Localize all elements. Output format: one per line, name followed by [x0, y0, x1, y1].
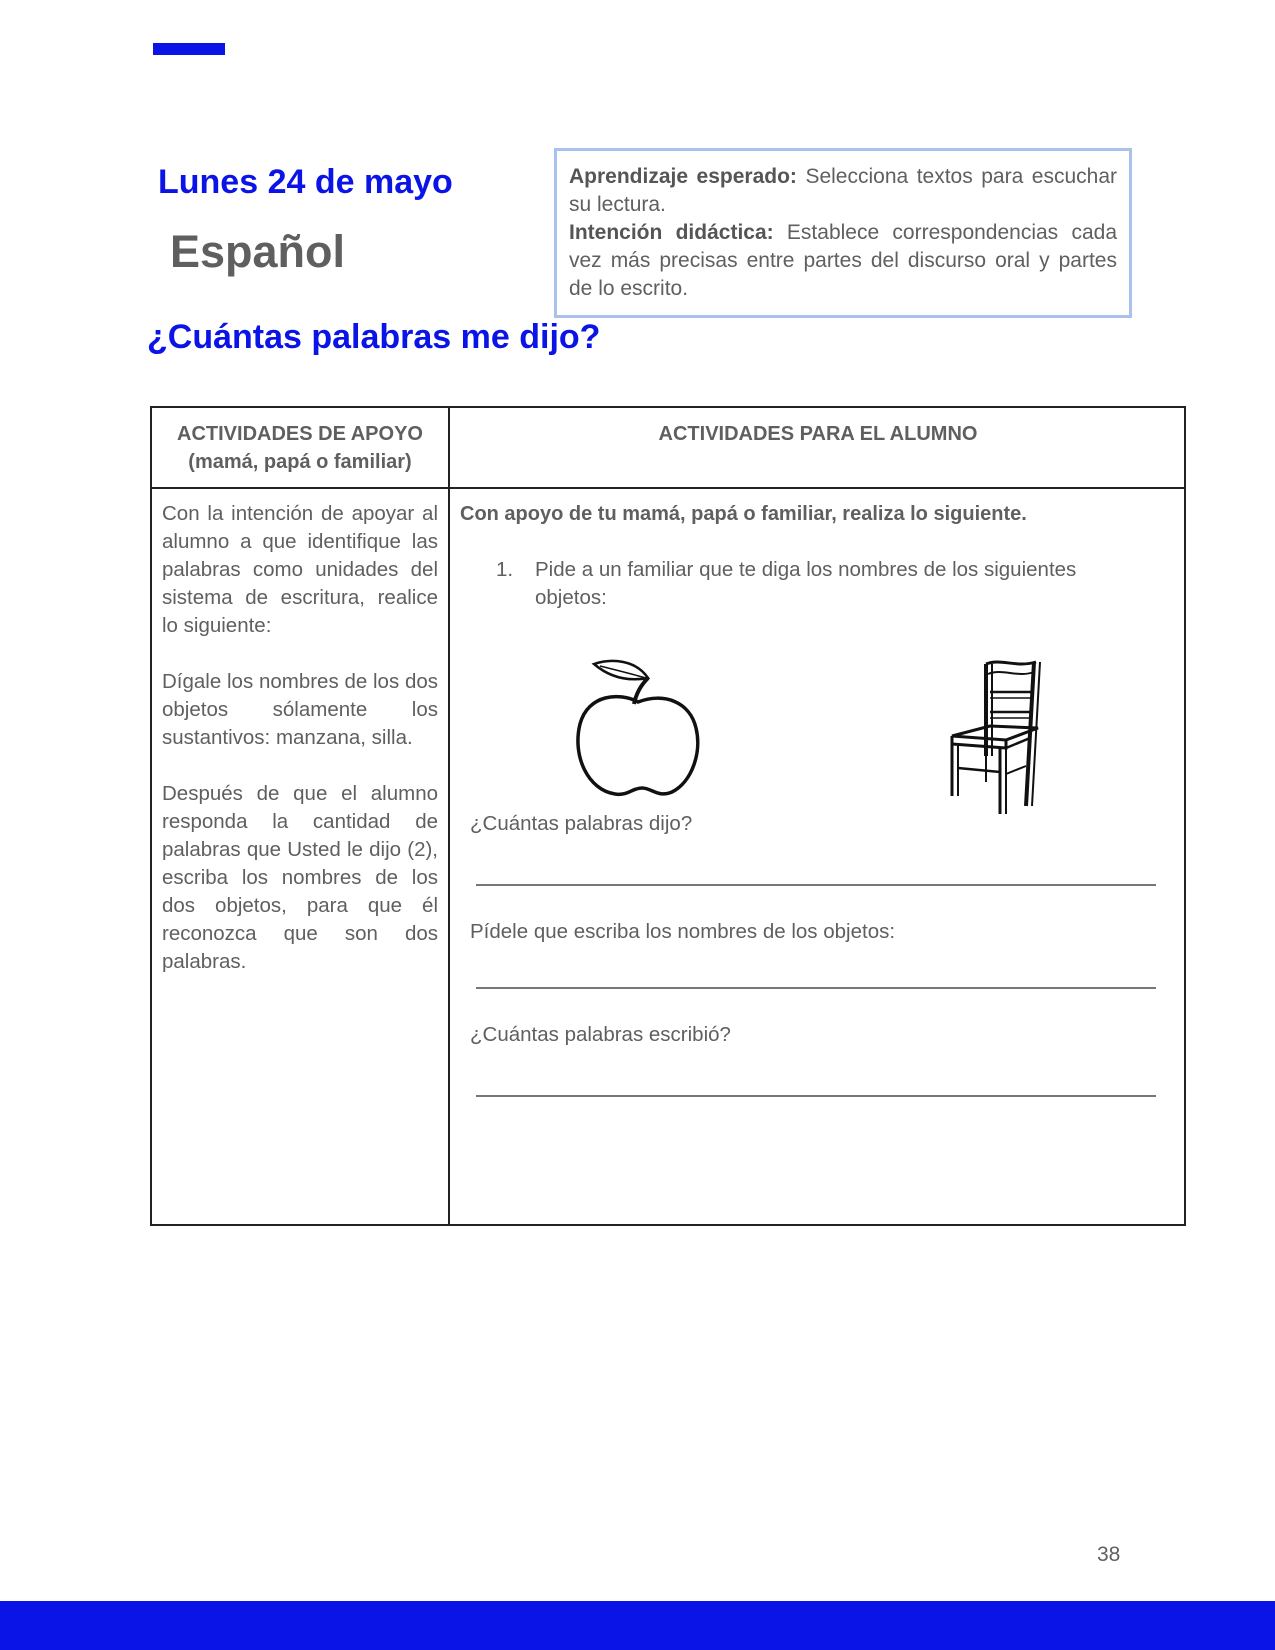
support-paragraph: Con la intención de apoyar al alumno a que identifique las palabras como unidades del sistema de escritura, realice lo siguiente: [162, 502, 438, 637]
activities-table [150, 406, 1186, 1226]
lesson-title: ¿Cuántas palabras me dijo? [147, 318, 601, 356]
apple-icon [560, 652, 710, 802]
student-activities-header: ACTIVIDADES PARA EL ALUMNO [658, 423, 978, 445]
top-accent-bar [153, 43, 225, 55]
step-text: Pide a un familiar que te diga los nombres de los siguientes objetos: [535, 558, 1077, 609]
learning-info-box [554, 148, 1132, 318]
bottom-accent-bar [0, 1601, 1275, 1650]
student-instruction: Con apoyo de tu mamá, papá o familiar, realiza lo siguiente. [460, 503, 1027, 525]
learning-paragraph [569, 163, 1117, 219]
question-words-written: ¿Cuántas palabras escribió? [470, 1023, 731, 1046]
question-write-names: Pídele que escriba los nombres de los objetos: [470, 920, 896, 943]
learning-label: Aprendizaje esperado: [569, 165, 797, 188]
answer-line-words-written[interactable] [476, 1095, 1156, 1097]
support-paragraph: Dígale los nombres de los dos objetos sólamente los sustantivos: manzana, silla. [162, 670, 438, 749]
support-activities-header [152, 420, 448, 476]
page-number: 38 [1097, 1543, 1121, 1566]
subject-title: Español [170, 226, 346, 277]
support-header-line2: (mamá, papá o familiar) [188, 451, 412, 473]
answer-line-words-said[interactable] [476, 884, 1156, 886]
header-row-divider [152, 487, 1184, 489]
intention-paragraph [569, 219, 1117, 303]
chair-icon [946, 656, 1046, 820]
step-number: 1. [496, 558, 514, 581]
support-paragraph: Después de que el alumno responda la cantidad de palabras que Usted le dijo (2), escriba los nombres de los dos objetos, para que él reconozca que son dos palabras. [162, 782, 438, 973]
intention-label: Intención didáctica: [569, 221, 774, 244]
intention-text: Establece correspondencias cada vez más precisas entre partes del discurso oral y partes de lo escrito. [569, 221, 1117, 300]
date-title: Lunes 24 de mayo [158, 163, 453, 201]
column-divider [448, 408, 450, 1224]
question-words-said: ¿Cuántas palabras dijo? [470, 812, 693, 835]
support-activities-text [162, 500, 438, 1004]
learning-text: Selecciona textos para escuchar su lectura. [569, 165, 1118, 216]
answer-line-write-names[interactable] [476, 987, 1156, 989]
support-header-line1: ACTIVIDADES DE APOYO [177, 423, 423, 445]
